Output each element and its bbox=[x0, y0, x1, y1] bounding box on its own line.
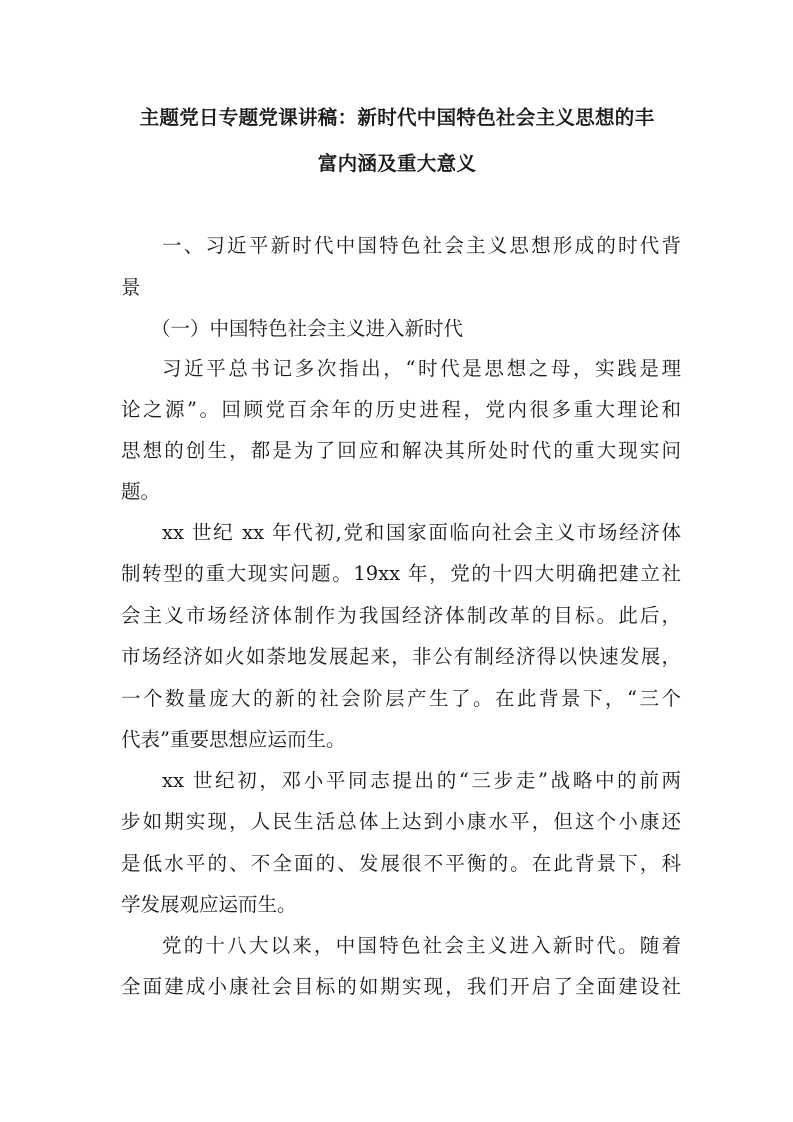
paragraph-3-line-3: 是低水平的、不全面的、发展很不平衡的。在此背景下，科 bbox=[121, 852, 681, 875]
paragraph-3-line-1: xx 世纪初，邓小平同志提出的“三步走”战略中的前两 bbox=[162, 769, 681, 792]
document-title-line-2: 富内涵及重大意义 bbox=[317, 152, 477, 175]
paragraph-4-line-1: 党的十八大以来，中国特色社会主义进入新时代。随着 bbox=[162, 934, 681, 957]
paragraph-1-line-3: 思想的创生，都是为了回应和解决其所处时代的重大现实问 bbox=[121, 439, 681, 462]
section-heading-line-2: 景 bbox=[121, 276, 141, 299]
paragraph-1-line-1: 习近平总书记多次指出，“时代是思想之母，实践是理 bbox=[162, 357, 681, 380]
paragraph-2-line-2: 制转型的重大现实问题。19xx 年，党的十四大明确把建立社 bbox=[121, 562, 681, 585]
paragraph-1-line-2: 论之源”。回顾党百余年的历史进程，党内很多重大理论和 bbox=[121, 398, 681, 421]
section-heading-line-1: 一、习近平新时代中国特色社会主义思想形成的时代背 bbox=[162, 234, 681, 257]
paragraph-2-line-6: 代表”重要思想应运而生。 bbox=[121, 728, 346, 751]
paragraph-1-line-4: 题。 bbox=[121, 480, 161, 503]
paragraph-3-line-2: 步如期实现，人民生活总体上达到小康水平，但这个小康还 bbox=[121, 810, 681, 833]
paragraph-2-line-1: xx 世纪 xx 年代初,党和国家面临向社会主义市场经济体 bbox=[162, 521, 681, 544]
paragraph-3-line-4: 学发展观应运而生。 bbox=[121, 893, 297, 916]
paragraph-2-line-4: 市场经济如火如荼地发展起来，非公有制经济得以快速发展， bbox=[121, 645, 681, 668]
subsection-heading: （一）中国特色社会主义进入新时代 bbox=[151, 317, 464, 340]
document-title-line-1: 主题党日专题党课讲稿：新时代中国特色社会主义思想的丰 bbox=[139, 106, 655, 129]
paragraph-4-line-2: 全面建成小康社会目标的如期实现，我们开启了全面建设社 bbox=[121, 975, 681, 998]
paragraph-2-line-5: 一个数量庞大的新的社会阶层产生了。在此背景下，“三个 bbox=[121, 687, 681, 710]
paragraph-2-line-3: 会主义市场经济体制作为我国经济体制改革的目标。此后， bbox=[121, 604, 681, 627]
